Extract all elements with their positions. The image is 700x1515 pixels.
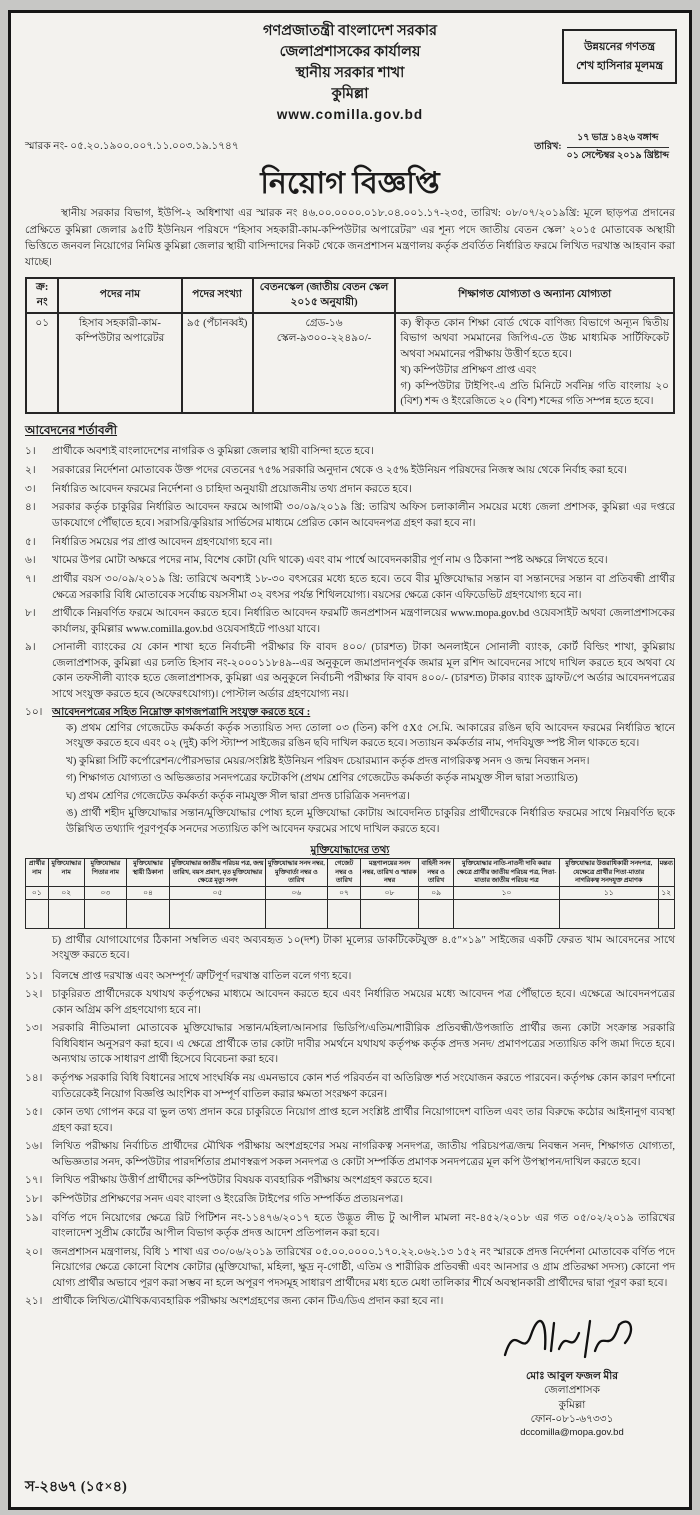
position-table-header-cell: পদের নাম [58,278,181,312]
mukti-table-title: মুক্তিযোদ্ধাদের তথ্য [310,844,390,856]
condition-item [25,1294,675,1310]
condition-item [25,969,675,985]
mukti-header-cell: মুক্তিযোদ্ধার নাম [48,859,84,887]
mukti-header-cell: মুক্তিযোদ্ধার উত্তরাধিকারী সনদপত্র, যেক্ষেত্রে প্রার্থীর পিতা-মাতার নাগরিকত্ব সনদযুক্ত প্রমাণক [559,859,658,887]
footer-print-code: স-২৪৬৭ (১৫×৪) [25,1479,127,1496]
condition-10-subitem-cha: চ) প্রার্থীর যোগাযোগের ঠিকানা সম্বলিত এবং অব্যবহৃত ১০(দশ) টাকা মূল্যের ডাকটিকেটযুক্ত ৪.৫″×১৯″ সাইজের একটি ফেরত খাম আবেদনের সাথে সংযুক্ত করতে হবে। [52,934,675,962]
conditions-heading: আবেদনের শর্তাবলী [25,423,118,438]
condition-text: প্রার্থীর বয়স ৩০/০৯/২০১৯ খ্রি: তারিখে অবশ্যই ১৮-৩০ বৎসরের মধ্যে হতে হবে। তবে বীর মুক্তিযোদ্ধার সন্তান বা সন্তানদের সন্তান বা প্রতিবন্ধী প্রার্থীর ক্ষেত্রে সরকারি বিধি মোতাবেক সর্বোচ্চ বয়সসীমা ৩২ বৎসর পর্যন্ত শিথিলযোগ্য। বয়সের ক্ষেত্রে কোন এফিডেভিট গ্রহণযোগ্য হবে না। [52,574,675,601]
condition-number: ২। [25,464,36,476]
qualification-line: খ) কম্পিউটার প্রশিক্ষণ প্রাপ্ত এবং [400,364,537,376]
mukti-header-cell: মুক্তিযোদ্ধার পিতার নাম [84,859,126,887]
position-table-header-cell: ক্র: নং [26,278,58,312]
date-bangla: ১৭ ভাদ্র ১৪২৬ বঙ্গাব্দ [567,131,669,147]
condition-text: প্রার্থীকে নিম্নবর্ণিত ফরমে আবেদন করতে হবে। নির্ধারিত আবেদন ফরমটি জনপ্রশাসন মন্ত্রণালয়ের www.mopa.gov.bd ওয়েবসাইট অথবা জেলাপ্রশাসকের কার্যালয়, কুমিল্লার www.comilla.gov.bd ওয়েবসাইটে পাওয়া যাবে। [52,608,675,635]
condition-text: সোনালী ব্যাংকের যে কোন শাখা হতে নির্বাচনী পরীক্ষার ফি বাবদ ৪০০/ (চারশত) টাকা অনলাইনে সোনালী ব্যাংক, কোর্ট বিল্ডিং শাখা, কুমিল্লায় জেলাপ্রশাসক, কুমিল্লা এর চলতি হিসাব নং-২০০০১১৮৪৯--এর অনুকূলে জমাপ্রদানপূর্বক জমার মূল রশিদ আবেদনের সাথে দাখিল করতে হবে অথবা যে কোন তফসীলী ব্যাংক হতে জেলাপ্রশাসক, কুমিল্লা এর অনুকূলে নির্বাচনী পরীক্ষার ফি বাবদ ৪০০/- (চারশত) টাকার ব্যাংক ড্রাফট/পে অর্ডার আবেদনপত্রের সাথে সংযুক্ত করতে হবে (অফেরৎযোগ্য)। পোস্টাল অর্ডার গ্রহণযোগ্য নয়। [52,642,675,700]
condition-number: ২১। [25,1296,43,1308]
condition-text: সরকার কর্তৃক চাকুরির নির্ধারিত আবেদন ফরমে আগামী ৩০/০৯/২০১৯ খ্রি: তারিখ অফিস চলাকালীন সময়ের মধ্যে জেলা প্রশাসক, কুমিল্লা এর দপ্তরে ডাকযোগে পৌঁছাতে হবে। সরাসরি/কুরিয়ার সার্ভিসের মাধ্যমে প্রেরিত কোন আবেদনপত্র গ্রহণ করা হবে না। [52,502,675,529]
mukti-serial-cell: ০৭ [327,887,360,899]
mukti-serial-row [26,887,675,899]
condition-10-subitem: ক) প্রথম শ্রেণির গেজেটেড কর্মকর্তা কর্তৃক সত্যায়িত সদ্য তোলা ০৩ (তিন) কপি ৫X৫ সে.মি. আকারের রঙিন ছবি আবেদন ফরমের নির্ধারিত স্থানে সংযুক্ত করতে হবে এবং ০২ (দুই) কপি স্ট্যাম্প সাইজের রঙিন ছবি দাখিল করতে হবে। সত্যায়ন কর্মকর্তার নাম, পদবিযুক্ত স্পষ্ট সীল থাকতে হবে। [66,722,675,750]
condition-item [25,1173,675,1189]
condition-number: ৫। [25,536,36,548]
org-header-line: কুমিল্লা [331,86,369,103]
condition-number: ৪। [25,502,36,514]
condition-item [25,1192,675,1208]
memo-row [25,131,675,163]
condition-text: সরকারের নির্দেশনা মোতাবেক উক্ত পদের বেতনের ৭৫% সরকারি অনুদান থেকে ও ২৫% ইউনিয়ন পরিষদের নিজস্ব আয় থেকে নির্বাহ করা হবে। [52,464,628,476]
condition-number: ১৩। [25,1023,43,1035]
intro-paragraph: স্থানীয় সরকার বিভাগ, ইউপি-২ অধিশাখা এর স্মারক নং ৪৬.০০.০০০০.০১৮.০৪.০০১.১৭-২৩৫, তারিখ: ০৮/০৭/২০১৯খ্রি: মূলে ছাড়পত্র প্রদানের প্রেক্ষিতে কুমিল্লা জেলার ৯৫টি ইউনিয়ন পরিষদে “হিসাব সহকারী-কাম-কম্পিউটার অপারেটর” এর শূন্য পদে জাতীয় বেতন স্কেল’ ২০১৫ মোতাবেক অস্থায়ী ভিত্তিতে জনবল নিয়োগের নিমিত্ত কুমিল্লা জেলার স্থায়ী বাসিন্দাদের নিকট থেকে জনপ্রশাসন মন্ত্রণালয় কর্তৃক প্রবর্তিত নির্ধারিত ফরমে লিখিত দরখাস্ত আহবান করা যাচ্ছে। [25,208,675,269]
condition-item [25,640,675,702]
mukti-empty-cell [126,899,169,928]
condition-10-subitem: ঙ) প্রার্থী শহীদ মুক্তিযোদ্ধার সন্তান/মুক্তিযোদ্ধার পোষ্য হলে মুক্তিযোদ্ধা কোটায় আবেদনিত চাকুরির প্রার্থীদেরকে নির্ধারিত ফরমের সাথে নিম্নবর্ণিত ছকে উল্লিখিত তথ্যাদি পূরণপূর্বক সনদের সত্যায়িত কপি আবেদন ফরমের সাথে দাখিল করতে হবে। [66,808,675,835]
condition-number: ১৮। [25,1193,43,1205]
mukti-serial-cell: ১০ [454,887,560,899]
cell-pay-scale [253,313,396,414]
condition-10-subitem: ঘ) প্রথম শ্রেণির গেজেটেড কর্মকর্তা কর্তৃক নামযুক্ত সীল দ্বারা প্রদত্ত চারিত্রিক সনদপত্র। [66,790,410,802]
signatory-district: কুমিল্লা [558,1399,586,1411]
condition-text: লিখিত পরীক্ষায় উত্তীর্ণ প্রার্থীদের কম্পিউটার বিষয়ক ব্যবহারিক পরীক্ষায় অংশগ্রহণ করতে হবে। [52,1175,433,1187]
condition-number: ১৭। [25,1175,43,1187]
condition-number: ১১। [25,970,43,982]
condition-number: ১৪। [25,1072,43,1084]
position-table-row [26,313,674,414]
position-table [25,277,675,414]
condition-10-sublist [52,721,675,838]
condition-item [25,1021,675,1068]
mukti-serial-cell: ০২ [48,887,84,899]
mukti-empty-row [26,899,675,928]
mukti-header-cell: মুক্তিযোদ্ধার স্থায়ী ঠিকানা [126,859,169,887]
mukti-header-cell: মন্ত্রণালয়ের সনদ নম্বর, তারিখ ও স্মারক নম্বর [361,859,419,887]
position-table-header-cell: বেতনস্কেল (জাতীয় বেতন স্কেল ২০১৫ অনুযায়ী) [253,278,396,312]
org-header-line: গণপ্রজাতন্ত্রী বাংলাদেশ সরকার [262,23,438,39]
cell-serial: ০১ [26,313,58,414]
mukti-header-cell: মুক্তিযোদ্ধার জাতীয় পরিচয় পত্র, জন্ম তারিখ, বয়স প্রমাণ, মৃত মুক্তিযোদ্ধার ক্ষেত্রে মৃত্যু সনদ [170,859,266,887]
memo-number: স্মারক নং- ০৫.২০.১৯০০.০০৭.১১.০০৩.১৯.১৭৪৭ [25,141,239,153]
condition-number: ৯। [25,642,36,654]
condition-number: ৮। [25,608,36,620]
mukti-serial-cell: ০৯ [418,887,453,899]
mukti-empty-cell [170,899,266,928]
condition-text: চাকুরিরত প্রার্থীদেরকে যথাযথ কর্তৃপক্ষের মাধ্যমে আবেদন করতে হবে এবং নির্ধারিত সময়ের মধ্যে আবেদন পত্র পৌঁছাতে হবে। এক্ষেত্রে আবেদনপত্রের কোন অগ্রিম কপি গ্রহণযোগ্য হবে না। [52,989,675,1016]
mukti-serial-cell: ১১ [559,887,658,899]
mukti-serial-cell: ০৫ [170,887,266,899]
condition-number: ১২। [25,989,43,1001]
mukti-serial-cell: ১২ [658,887,674,899]
signatory-name: মোঃ আবুল ফজল মীর [525,1371,619,1383]
mukti-header-cell: প্রার্থীর নাম [26,859,49,887]
mukti-empty-cell [418,899,453,928]
date-block [534,131,669,163]
slogan-line2: শেখ হাসিনার মূলমন্ত্র [576,59,663,72]
pay-scale-range: স্কেল-৯৩০০-২২৪৯০/- [276,333,372,345]
mukti-empty-cell [48,899,84,928]
cell-qualifications [395,313,674,414]
mukti-empty-cell [266,899,328,928]
mukti-serial-cell: ০৩ [84,887,126,899]
date-gregorian: ০১ সেপ্টেম্বর ২০১৯ খ্রিষ্টাব্দ [566,150,669,161]
cell-post-count: ৯৫ (পঁচানব্বই) [182,313,253,414]
condition-item [25,482,675,498]
condition-number: ৭। [25,574,36,586]
condition-text: বর্ণিত পদে নিয়োগের ক্ষেত্রে রিট পিটিশন নং-১১৪৭৬/২০১৭ হতে উদ্ভূত লীভ টু আপীল মামলা নং-৪৫২/২০১৮ এর গত ০৫/০২/২০১৯ তারিখের বাংলাদেশ সুপ্রীম কোর্টের আপীল বিভাগ কর্তৃক প্রদত্ত আদেশ প্রতিপালন করা হবে। [52,1212,675,1240]
condition-item [25,500,675,531]
condition-item [25,1139,675,1170]
condition-text: নির্ধারিত সময়ের পর প্রাপ্ত আবেদন গ্রহণযোগ্য হবে না। [52,536,273,548]
condition-text: নির্ধারিত আবেদন ফরমের নির্দেশনা ও চাহিদা অনুযায়ী প্রয়োজনীয় তথ্য প্রদান করতে হবে। [52,483,412,495]
mukti-empty-cell [361,899,419,928]
condition-item [25,606,675,637]
position-table-header-row [26,278,674,312]
mukti-empty-cell [26,899,49,928]
condition-item-10 [25,705,675,839]
mukti-empty-cell [327,899,360,928]
slogan-line1: উন্নয়নের গণতন্ত্র [584,41,655,53]
position-table-header-cell: পদের সংখ্যা [182,278,253,312]
date-label: তারিখ: [534,141,562,152]
date-fraction [567,131,669,163]
mukti-empty-cell [658,899,674,928]
org-header-line: স্থানীয় সরকার শাখা [295,65,405,82]
mukti-header-row [26,859,675,887]
mukti-header-cell: মন্তব্য [658,859,674,887]
condition-10-heading: আবেদনপত্রের সহিত নিম্নোক্ত কাগজপত্রাদি সংযুক্ত করতে হবে : [52,707,311,719]
condition-text: খামের উপর মোটা অক্ষরে পদের নাম, বিশেষ কোটা (যদি থাকে) এবং বাম পার্শ্বে আবেদনকারীর পূর্ণ নাম ও ঠিকানা স্পষ্ট অক্ষরে লিখতে হবে। [52,555,608,567]
condition-text: কর্তৃপক্ষ সরকারি বিধি বিধানের সাথে সাংঘর্ষিক নয় এমনভাবে কোন শর্ত পরিবর্তন বা অতিরিক্ত শর্ত সংযোজন করতে পারবেন। কর্তৃপক্ষ কোন কারণ দর্শানো ব্যতিরেকেই নিয়োগ বিজ্ঞপ্তি আংশিক বা সম্পূর্ণ বাতিল করার ক্ষমতা সংরক্ষণ করেন। [52,1072,675,1100]
qualification-line: গ) কম্পিউটার টাইপিং-এ প্রতি মিনিটে সর্বনিম্ন গতি বাংলায় ২০ (বিশ) শব্দ ও ইংরেজিতে ২০ (বিশ) শব্দের গতি সম্পন্ন হতে হবে। [400,380,669,408]
condition-text: কোন তথ্য গোপন করে বা ভুল তথ্য প্রদান করে চাকুরিতে নিয়োগ প্রাপ্ত হলে সংশ্লিষ্ট প্রার্থীর নিয়োগাদেশ বাতিল এবং তার বিরুদ্ধে কঠোর আইনানুগ ব্যবস্থা গ্রহণ করা হবে। [52,1107,675,1134]
position-table-header-cell: শিক্ষাগত যোগ্যতা ও অন্যান্য যোগ্যতা [395,278,674,312]
mukti-empty-cell [454,899,560,928]
condition-10-subitem: খ) কুমিল্লা সিটি কর্পোরেশন/পৌরসভার মেয়র/সংশ্লিষ্ট ইউনিয়ন পরিষদ চেয়ারম্যান কর্তৃক প্রদত্ত নাগরিকত্ব সনদ ও জন্ম নিবন্ধন সনদ। [66,755,590,767]
mukti-serial-cell: ০৬ [266,887,328,899]
conditions-list [25,444,675,702]
condition-number: ১০। [25,707,43,719]
condition-text: কম্পিউটার প্রশিক্ষণের সনদ এবং বাংলা ও ইংরেজি টাইপের গতি সম্পর্কিত প্রত্যয়নপত্র। [52,1193,404,1205]
slogan-box [562,29,677,84]
mukti-header-cell: বাহিনী সনদ নম্বর ও তারিখ [418,859,453,887]
signature-area [25,1313,675,1440]
signature-block [497,1313,647,1440]
condition-item [25,444,675,460]
signatory-phone: ফোন-০৮১-৬৭৩৩১ [530,1413,614,1425]
condition-number: ১৬। [25,1141,43,1153]
mukti-serial-cell: ০৮ [361,887,419,899]
condition-item [25,535,675,551]
condition-item [25,1245,675,1292]
conditions-list-tail [25,969,675,1311]
website-text: www.comilla.gov.bd [276,107,424,123]
condition-number: ৬। [25,555,36,567]
condition-item [25,463,675,479]
condition-text: লিখিত পরীক্ষায় নির্বাচিত প্রার্থীদের মৌখিক পরীক্ষায় অংশগ্রহণের সময় নাগরিকত্ব সনদপত্র, জাতীয় পরিচয়পত্র/জন্ম নিবন্ধন সনদ, শিক্ষাগত যোগ্যতা, অভিজ্ঞতার সনদ, কম্পিউটার পারদর্শিতার প্রমাণস্বরূপ সকল সনদপত্র ও কোটা সম্পর্কিত প্রমাণক সনদপত্রের মূল কপি উপস্থাপন/দাখিল করতে হবে। [52,1141,675,1168]
condition-item [25,572,675,603]
condition-item-10-cha [25,933,675,966]
mukti-serial-cell: ০১ [26,887,49,899]
condition-text: জনপ্রশাসন মন্ত্রণালয়, বিধি ১ শাখা এর ৩০/০৬/২০১৯ তারিখের ০৫.০০.০০০০.১৭০.২২.০৬২.১৩ ১৫২ নং স্মারকে প্রদত্ত নির্দেশনা মোতাবেক বর্ণিত পদে নিয়োগের ক্ষেত্রে কোনো বিশেষ কোটার (মুক্তিযোদ্ধা, মহিলা, ক্ষুদ্র নৃ-গোষ্ঠী, এতিম ও শারীরিক প্রতিবন্ধী এবং আনসার ও গ্রাম প্রতিরক্ষা সদস্য) কোনো পদ যোগ্য প্রার্থীর অভাবে পূরণ করা সম্ভব না হলে অপূরণ পদসমূহ সাধারণ প্রার্থীদের মধ্য হতে মেধা তালিকার শীর্ষে অবস্থানকারী প্রার্থীদের দ্বারা পূরণ করা হবে। [52,1246,675,1289]
condition-text: সরকারি নীতিমালা মোতাবেক মুক্তিযোদ্ধার সন্তান/মহিলা/আনসার ভিডিপি/এতিম/শারীরিক প্রতিবন্ধী/উপজাতি প্রার্থীর জন্য কোটা সংক্রান্ত সরকারি বিধিবিধান অনুসরণ করা হবে। এ ক্ষেত্রে প্রার্থীকে তার কোটা দাবীর সমর্থনে যথাযথ কর্তৃপক্ষ কর্তৃক প্রদত্ত সনদ/ প্রমাণপত্রের সত্যায়িত কপি জমা দিতে হবে। অন্যথায় তাকে সাধারণ প্রার্থী হিসেবে বিবেচনা করা হবে। [52,1023,675,1066]
org-header-line: জেলাপ্রশাসকের কার্যালয় [279,44,421,61]
mukti-header-cell: মুক্তিযোদ্ধার সনদ নম্বর, মুক্তিবার্তা নম্বর ও তারিখ [266,859,328,887]
condition-text: বিলম্বে প্রাপ্ত দরখাস্ত এবং অসম্পূর্ণ/ ত্রুটিপূর্ণ দরখাস্ত বাতিল বলে গণ্য হবে। [52,970,352,982]
mukti-serial-cell: ০৪ [126,887,169,899]
condition-10-subitem: গ) শিক্ষাগত যোগ্যতা ও অভিজ্ঞতার সনদপত্রের ফটোকপি (প্রথম শ্রেণির গেজেটেড কর্মকর্তা কর্তৃক নামযুক্ত সীল দ্বারা সত্যায়িত) [66,773,578,785]
mukti-empty-cell [559,899,658,928]
condition-item [25,1071,675,1102]
condition-item [25,1211,675,1242]
mukti-empty-cell [84,899,126,928]
condition-text: প্রার্থীকে লিখিত/মৌখিক/ব্যবহারিক পরীক্ষায় অংশগ্রহণের জন্য কোন টিএ/ডিএ প্রদান করা হবে না। [52,1296,444,1308]
condition-number: ১। [25,446,36,458]
mukti-table [25,858,675,928]
signatory-email: dccomilla@mopa.gov.bd [520,1426,624,1438]
qualification-line: ক) স্বীকৃত কোন শিক্ষা বোর্ড থেকে বাণিজ্য বিভাগে অন্যূন দ্বিতীয় বিভাগ অথবা সমমানের জিপিএ-তে উচ্চ মাধ্যমিক সার্টিফিকেট অথবা সমমানের পরীক্ষায় উত্তীর্ণ হতে হবে। [400,317,669,361]
mukti-header-cell: গেজেট নম্বর ও তারিখ [327,859,360,887]
mukti-header-cell: মুক্তিযোদ্ধার নাতি-নাতনী দাবি করার ক্ষেত্রে প্রার্থীর জাতীয় পরিচয় পত্র, পিতা-মাতার জাতীয় পরিচয় পত্র [454,859,560,887]
condition-item [25,553,675,569]
signatory-designation: জেলাপ্রশাসক [544,1385,600,1397]
document-sheet [8,10,692,1510]
condition-item [25,1105,675,1136]
signature-scribble [497,1313,647,1365]
pay-scale-grade: গ্রেড-১৬ [305,317,343,329]
condition-number: ৩। [25,483,36,495]
condition-number: ১৫। [25,1107,43,1119]
cell-post-name: হিসাব সহকারী-কাম-কম্পিউটার অপারেটর [58,313,181,414]
condition-item [25,987,675,1018]
page-title: নিয়োগ বিজ্ঞপ্তি [260,166,440,200]
condition-number: ২০। [25,1246,43,1258]
condition-text: প্রার্থীকে অবশ্যই বাংলাদেশের নাগরিক ও কুমিল্লা জেলার স্থায়ী বাসিন্দা হতে হবে। [52,446,374,458]
condition-number: ১৯। [25,1212,43,1224]
